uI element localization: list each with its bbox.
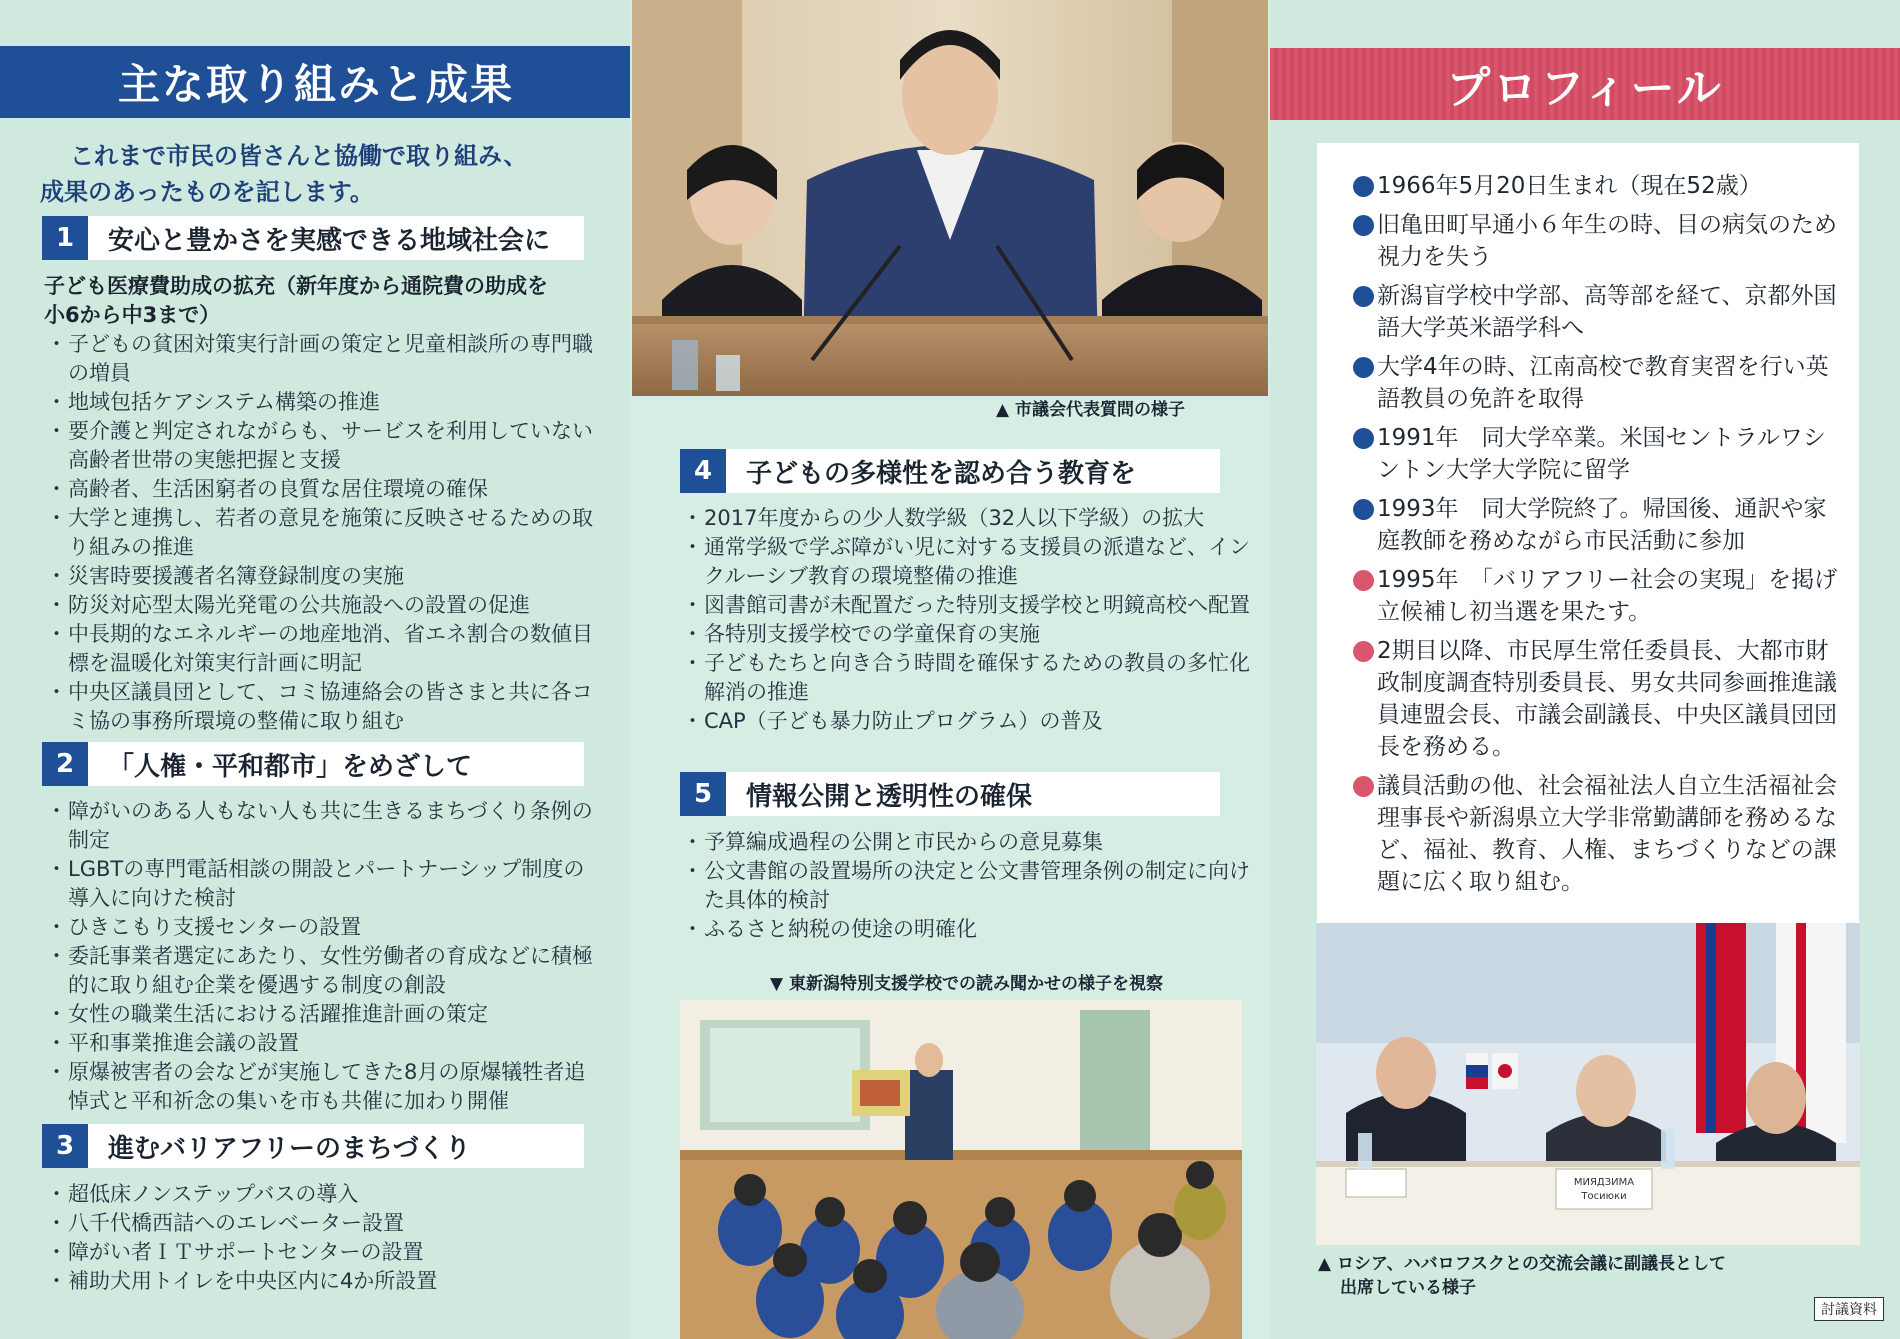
list-item: ・ ふるさと納税の使途の明確化 <box>682 915 1254 944</box>
section-3-list <box>46 1180 594 1296</box>
section-1-header <box>42 216 584 260</box>
section-2-list <box>46 797 594 1116</box>
right-column <box>1270 0 1900 1339</box>
assembly-speech-photo <box>632 0 1268 396</box>
bullet-dot-icon <box>1353 357 1374 378</box>
list-item: ・ 子どもたちと向き合う時間を確保するための教員の多忙化解消の推進 <box>682 649 1254 707</box>
profile-box <box>1317 143 1859 923</box>
section-4-list <box>682 504 1254 736</box>
section-title: 安心と豊かさを実感できる地域社会に <box>108 225 551 256</box>
profile-item: 2期目以降、市民厚生常任委員長、大都市財政制度調査特別委員長、男女共同参画推進議員連盟会長、市議会副議長、中央区議員団団長を務める。 <box>1355 635 1845 763</box>
section-4-header <box>680 449 1220 493</box>
section-number: 4 <box>680 449 726 493</box>
list-item: ・ 補助犬用トイレを中央区内に4か所設置 <box>46 1267 594 1296</box>
list-item: ・ 中長期的なエネルギーの地産地消、省エネ割合の数値目標を温暖化対策実行計画に明記 <box>46 620 594 678</box>
list-item: ・ 公文書館の設置場所の決定と公文書管理条例の制定に向けた具体的検討 <box>682 857 1254 915</box>
section-5-header <box>680 772 1220 816</box>
list-item: ・ LGBTの専門電話相談の開設とパートナーシップ制度の導入に向けた検討 <box>46 855 594 913</box>
list-item: ・ ひきこもり支援センターの設置 <box>46 913 594 942</box>
bullet-dot-icon <box>1353 176 1374 197</box>
list-item: ・ CAP（子ども暴力防止プログラム）の普及 <box>682 707 1254 736</box>
list-item: ・ 八千代橋西詰へのエレベーター設置 <box>46 1209 594 1238</box>
assembly-speech-illustration <box>632 0 1268 396</box>
achievements-banner: 主な取り組みと成果 <box>0 46 632 118</box>
lead-line-1: 子ども医療費助成の拡充（新年度から通院費の助成を <box>44 274 548 298</box>
caption-line-2: 出席している様子 <box>1340 1278 1476 1298</box>
section-number: 5 <box>680 772 726 816</box>
section-1-lead <box>44 272 604 330</box>
list-item: ・ 大学と連携し、若者の意見を施策に反映させるための取り組みの推進 <box>46 504 594 562</box>
bullet-dot-icon <box>1353 499 1374 520</box>
list-item: ・ 中央区議員団として、コミ協連絡会の皆さまと共に各コミ協の事務所環境の整備に取り組む <box>46 678 594 736</box>
nameplate-line-2: Тосиюки <box>1581 1191 1627 1202</box>
list-item: ・ 通常学級で学ぶ障がい児に対する支援員の派遣など、インクルーシブ教育の環境整備の推進 <box>682 533 1254 591</box>
exchange-photo-caption <box>1318 1252 1858 1300</box>
intro-line-2: 成果のあったものを記します。 <box>40 178 374 206</box>
nameplate-line-1: МИЯДЗИМА <box>1573 1177 1635 1188</box>
list-item: ・ 要介護と判定されながらも、サービスを利用していない高齢者世帯の実態把握と支援 <box>46 417 594 475</box>
section-2-header <box>42 742 584 786</box>
exchange-meeting-illustration <box>1316 923 1860 1245</box>
list-item: ・ 予算編成過程の公開と市民からの意見募集 <box>682 828 1254 857</box>
section-title: 進むバリアフリーのまちづくり <box>108 1133 471 1164</box>
list-item: ・ 委託事業者選定にあたり、女性労働者の育成などに積極的に取り組む企業を優遇する制度の創設 <box>46 942 594 1000</box>
bullet-dot-icon <box>1353 286 1374 307</box>
list-item: ・ 超低床ノンステップバスの導入 <box>46 1180 594 1209</box>
list-item: ・ 原爆被害者の会などが実施してきた8月の原爆犠牲者追悼式と平和祈念の集いを市も共催に加わり開催 <box>46 1058 594 1116</box>
assembly-photo-caption: ▲ 市議会代表質問の様子 <box>996 400 1185 420</box>
profile-item: 新潟盲学校中学部、高等部を経て、京都外国語大学英米語学科へ <box>1355 280 1845 344</box>
profile-item: 大学4年の時、江南高校で教育実習を行い英語教員の免許を取得 <box>1355 351 1845 415</box>
profile-item: 旧亀田町早通小６年生の時、目の病気のため視力を失う <box>1355 209 1845 273</box>
section-number: 2 <box>42 742 88 786</box>
reading-photo-caption: ▼ 東新潟特別支援学校での読み聞かせの様子を視察 <box>770 974 1163 994</box>
section-1-list <box>46 330 594 736</box>
list-item: ・ 障がい者ＩＴサポートセンターの設置 <box>46 1238 594 1267</box>
list-item: ・ 平和事業推進会議の設置 <box>46 1029 594 1058</box>
section-number: 1 <box>42 216 88 260</box>
section-number: 3 <box>42 1124 88 1168</box>
list-item: ・ 図書館司書が未配置だった特別支援学校と明鏡高校へ配置 <box>682 591 1254 620</box>
bullet-dot-icon <box>1353 570 1374 591</box>
list-item: ・ 地域包括ケアシステム構築の推進 <box>46 388 594 417</box>
bullet-dot-icon <box>1353 428 1374 449</box>
intro-line-1: これまで市民の皆さんと協働で取り組み、 <box>70 142 528 170</box>
section-3-header <box>42 1124 584 1168</box>
profile-item: 1991年 同大学卒業。米国セントラルワシントン大学大学院に留学 <box>1355 422 1845 486</box>
lead-line-2: 小6から中3まで） <box>44 303 221 327</box>
list-item: ・ 子どもの貧困対策実行計画の策定と児童相談所の専門職の増員 <box>46 330 594 388</box>
list-item: ・ 防災対応型太陽光発電の公共施設への設置の促進 <box>46 591 594 620</box>
intro-text <box>40 138 600 210</box>
list-item: ・ 各特別支援学校での学童保育の実施 <box>682 620 1254 649</box>
profile-list <box>1355 170 1845 905</box>
list-item: ・ 高齢者、生活困窮者の良質な居住環境の確保 <box>46 475 594 504</box>
discussion-material-stamp: 討議資料 <box>1814 1297 1884 1321</box>
list-item: ・ 障がいのある人もない人も共に生きるまちづくり条例の制定 <box>46 797 594 855</box>
exchange-meeting-photo <box>1316 923 1860 1245</box>
section-title: 子どもの多様性を認め合う教育を <box>746 458 1137 489</box>
list-item: ・ 女性の職業生活における活躍推進計画の策定 <box>46 1000 594 1029</box>
profile-item: 1995年 「バリアフリー社会の実現」を掲げ立候補し初当選を果たす。 <box>1355 564 1845 628</box>
section-title: 情報公開と透明性の確保 <box>746 781 1033 812</box>
profile-item: 1993年 同大学院終了。帰国後、通訳や家庭教師を務めながら市民活動に参加 <box>1355 493 1845 557</box>
bullet-dot-icon <box>1353 776 1374 797</box>
profile-item: 1966年5月20日生まれ（現在52歳） <box>1355 170 1845 202</box>
middle-column <box>630 0 1270 1339</box>
reading-session-photo <box>680 1000 1242 1339</box>
left-column <box>0 0 630 1339</box>
reading-session-illustration <box>680 1000 1242 1339</box>
section-5-list <box>682 828 1254 944</box>
list-item: ・ 2017年度からの少人数学級（32人以下学級）の拡大 <box>682 504 1254 533</box>
bullet-dot-icon <box>1353 641 1374 662</box>
profile-banner: プロフィール <box>1270 48 1900 120</box>
caption-line-1: ▲ ロシア、ハバロフスクとの交流会議に副議長として <box>1318 1254 1726 1274</box>
list-item: ・ 災害時要援護者名簿登録制度の実施 <box>46 562 594 591</box>
section-title: 「人権・平和都市」をめざして <box>108 751 473 782</box>
bullet-dot-icon <box>1353 215 1374 236</box>
profile-item: 議員活動の他、社会福祉法人自立生活福祉会理事長や新潟県立大学非常勤講師を務めるなど、福祉、教育、人権、まちづくりなどの課題に広く取り組む。 <box>1355 770 1845 898</box>
